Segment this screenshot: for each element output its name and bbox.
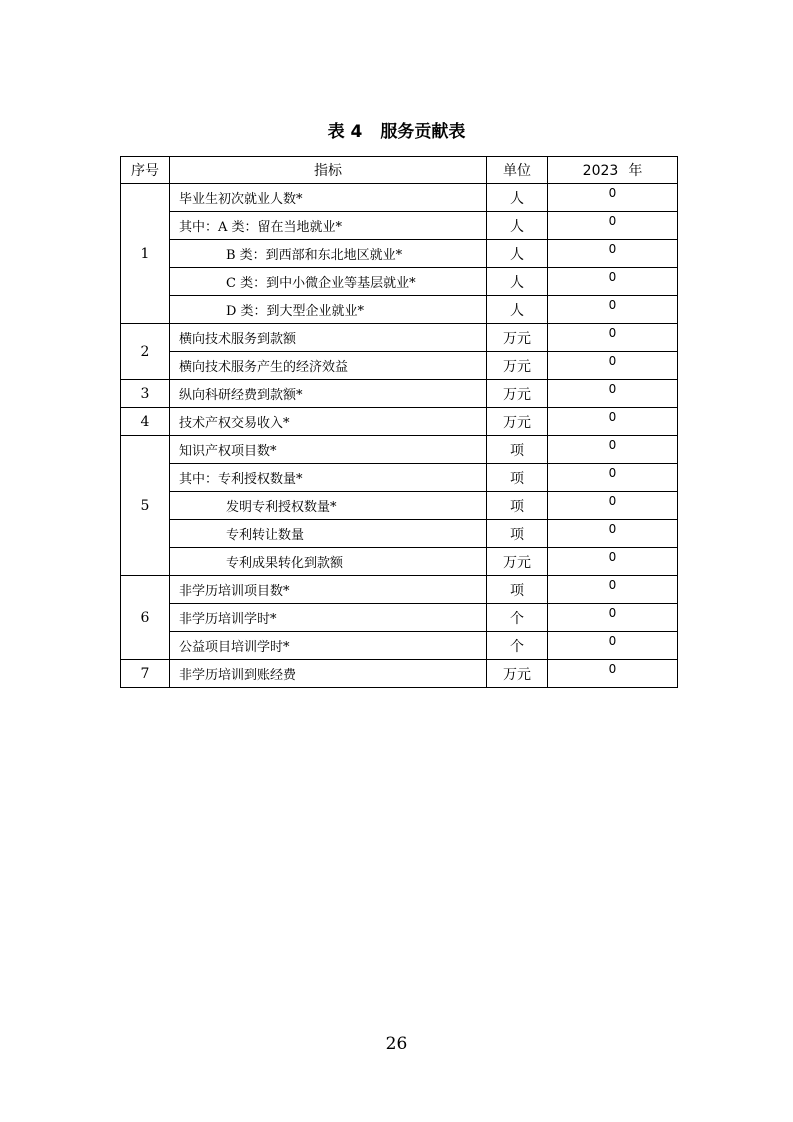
table-row <box>121 436 678 464</box>
unit-cell: 万元 <box>487 380 548 408</box>
value-cell: 0 <box>548 548 678 576</box>
value-cell: 0 <box>548 464 678 492</box>
seq-cell: 6 <box>121 576 170 660</box>
table-row <box>121 464 678 492</box>
indicator-cell: 纵向科研经费到款额* <box>170 380 487 408</box>
table-row <box>121 408 678 436</box>
value-cell: 0 <box>548 492 678 520</box>
table-row <box>121 324 678 352</box>
indicator-cell: 毕业生初次就业人数* <box>170 184 487 212</box>
table-row <box>121 520 678 548</box>
indicator-cell: 技术产权交易收入* <box>170 408 487 436</box>
header-year-suffix: 年 <box>628 163 643 179</box>
indicator-cell: 非学历培训到账经费 <box>170 660 487 688</box>
indicator-cell: B 类：到西部和东北地区就业* <box>170 240 487 268</box>
unit-cell: 万元 <box>487 352 548 380</box>
header-indicator: 指标 <box>170 157 487 184</box>
unit-cell: 项 <box>487 464 548 492</box>
header-unit: 单位 <box>487 157 548 184</box>
indicator-cell: 发明专利授权数量* <box>170 492 487 520</box>
unit-cell: 万元 <box>487 408 548 436</box>
header-year <box>548 157 678 184</box>
unit-cell: 万元 <box>487 324 548 352</box>
table-row <box>121 660 678 688</box>
value-cell: 0 <box>548 604 678 632</box>
value-cell: 0 <box>548 184 678 212</box>
seq-cell: 5 <box>121 436 170 576</box>
indicator-cell: D 类：到大型企业就业* <box>170 296 487 324</box>
indicator-cell: 其中：A 类：留在当地就业* <box>170 212 487 240</box>
indicator-cell: C 类：到中小微企业等基层就业* <box>170 268 487 296</box>
service-contribution-table <box>120 156 678 688</box>
page-number: 26 <box>385 1034 408 1054</box>
unit-cell: 项 <box>487 576 548 604</box>
unit-cell: 个 <box>487 632 548 660</box>
header-year-number: 2023 <box>582 163 619 179</box>
table-row <box>121 184 678 212</box>
table-row <box>121 492 678 520</box>
table-row <box>121 632 678 660</box>
unit-cell: 人 <box>487 296 548 324</box>
table-row <box>121 212 678 240</box>
unit-cell: 项 <box>487 492 548 520</box>
table-row <box>121 604 678 632</box>
table-row <box>121 380 678 408</box>
table-row <box>121 548 678 576</box>
indicator-cell: 专利成果转化到款额 <box>170 548 487 576</box>
indicator-cell: 专利转让数量 <box>170 520 487 548</box>
table-row <box>121 296 678 324</box>
value-cell: 0 <box>548 352 678 380</box>
unit-cell: 人 <box>487 240 548 268</box>
table-title-text: 服务贡献表 <box>380 122 466 142</box>
unit-cell: 人 <box>487 212 548 240</box>
value-cell: 0 <box>548 436 678 464</box>
indicator-cell: 非学历培训项目数* <box>170 576 487 604</box>
value-cell: 0 <box>548 408 678 436</box>
table-row <box>121 268 678 296</box>
header-row <box>121 157 678 184</box>
value-cell: 0 <box>548 212 678 240</box>
unit-cell: 项 <box>487 436 548 464</box>
seq-cell: 4 <box>121 408 170 436</box>
indicator-cell: 横向技术服务产生的经济效益 <box>170 352 487 380</box>
unit-cell: 个 <box>487 604 548 632</box>
unit-cell: 项 <box>487 520 548 548</box>
value-cell: 0 <box>548 324 678 352</box>
value-cell: 0 <box>548 576 678 604</box>
unit-cell: 人 <box>487 184 548 212</box>
indicator-cell: 非学历培训学时* <box>170 604 487 632</box>
seq-cell: 2 <box>121 324 170 380</box>
indicator-cell: 横向技术服务到款额 <box>170 324 487 352</box>
value-cell: 0 <box>548 240 678 268</box>
unit-cell: 万元 <box>487 548 548 576</box>
header-seq: 序号 <box>121 157 170 184</box>
indicator-cell: 其中：专利授权数量* <box>170 464 487 492</box>
value-cell: 0 <box>548 380 678 408</box>
table-title <box>0 117 793 142</box>
seq-cell: 1 <box>121 184 170 324</box>
unit-cell: 万元 <box>487 660 548 688</box>
seq-cell: 3 <box>121 380 170 408</box>
table-row <box>121 576 678 604</box>
value-cell: 0 <box>548 520 678 548</box>
indicator-cell: 公益项目培训学时* <box>170 632 487 660</box>
value-cell: 0 <box>548 296 678 324</box>
seq-cell: 7 <box>121 660 170 688</box>
value-cell: 0 <box>548 268 678 296</box>
table-row <box>121 352 678 380</box>
indicator-cell: 知识产权项目数* <box>170 436 487 464</box>
table-number-label: 表 4 <box>327 122 363 142</box>
unit-cell: 人 <box>487 268 548 296</box>
table-row <box>121 240 678 268</box>
value-cell: 0 <box>548 632 678 660</box>
value-cell: 0 <box>548 660 678 688</box>
